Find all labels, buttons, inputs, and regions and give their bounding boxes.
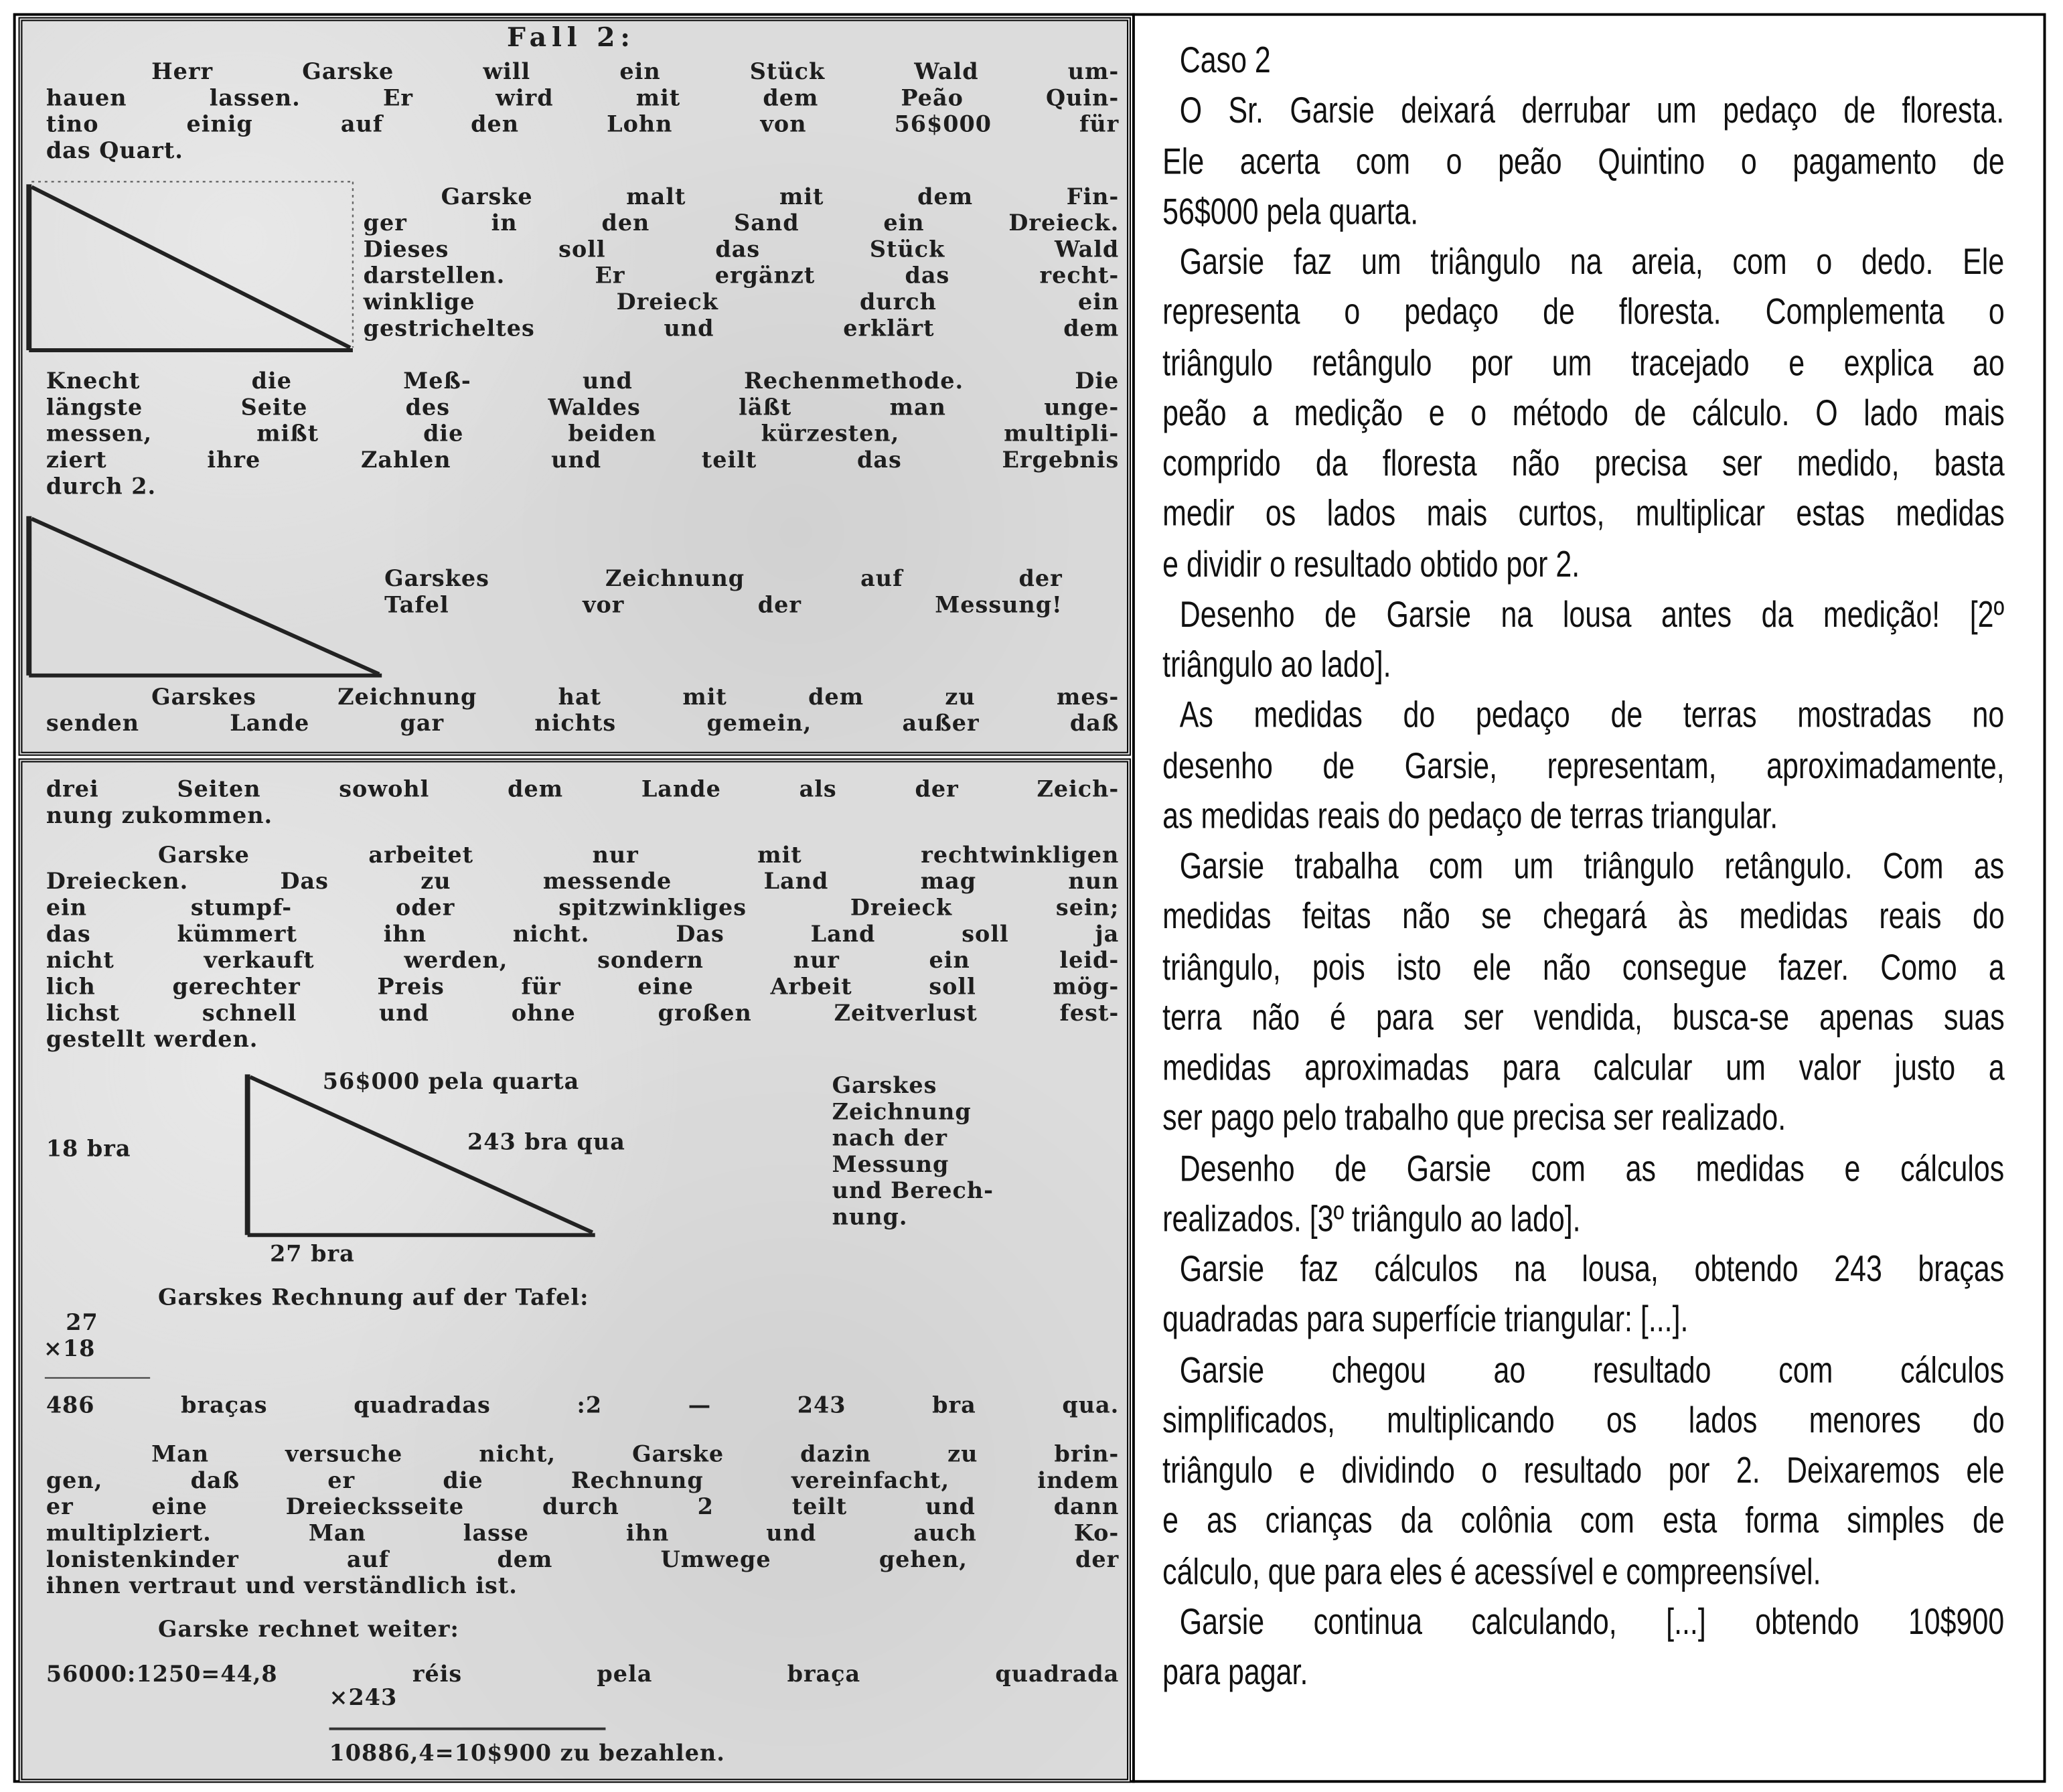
german-text-line: lich gerechter Preis für eine Arbeit soll mög- bbox=[46, 974, 1120, 1001]
figure-caption: nung. bbox=[832, 1205, 908, 1231]
calc-number: ×18 bbox=[43, 1336, 96, 1363]
translation-line: ser pago pelo trabalho que precisa ser realizado. bbox=[1162, 1097, 1786, 1138]
figure-caption: Garskes Zeichnung auf der bbox=[384, 566, 1063, 593]
german-text-line: ger in den Sand ein Dreieck. bbox=[363, 210, 1120, 237]
german-text-line: das Quart. bbox=[46, 138, 183, 165]
translation-line: medidas aproximadas para calcular um valor justo a bbox=[1162, 1047, 2005, 1088]
translation-line: Garsie trabalha com um triângulo retângulo. Com as bbox=[1179, 845, 2005, 887]
german-text-line: Garske malt mit dem Fin- bbox=[441, 184, 1120, 211]
figure-caption: Messung bbox=[832, 1152, 949, 1179]
german-text-line: Garske arbeitet nur mit rechtwinkligen bbox=[157, 842, 1120, 869]
translation-line: medir os lados mais curtos, multiplicar estas medidas bbox=[1162, 492, 2005, 534]
figure-caption: Zeichnung bbox=[832, 1099, 972, 1126]
german-text-line: nung zukommen. bbox=[46, 803, 273, 830]
translation-line: simplificados, multiplicando os lados menores do bbox=[1162, 1399, 2005, 1440]
german-text-line: multiplziert. Man lasse ihn und auch Ko- bbox=[46, 1520, 1120, 1548]
german-text-line: Herr Garske will ein Stück Wald um- bbox=[151, 59, 1120, 86]
translation-line: comprido da floresta não precisa ser medido, basta bbox=[1162, 442, 2005, 483]
german-text-line: nicht verkauft werden, sondern nur ein leid- bbox=[46, 948, 1120, 974]
calc-heading: Garskes Rechnung auf der Tafel: bbox=[157, 1285, 589, 1312]
translation-line: desenho de Garsie, representam, aproximadamente, bbox=[1162, 744, 2005, 786]
side-length-label: 18 bra bbox=[46, 1136, 131, 1163]
translation-line: realizados. [3º triângulo ao lado]. bbox=[1162, 1197, 1581, 1239]
translation-line: triângulo e dividindo o resultado por 2. Deixaremos ele bbox=[1162, 1449, 2005, 1491]
german-text-line: Dreiecken. Das zu messende Land mag nun bbox=[46, 869, 1120, 896]
calc-rule bbox=[45, 1377, 150, 1379]
translation-line: quadradas para superfície triangular: [...]. bbox=[1162, 1298, 1689, 1340]
translation-line: Garsie faz um triângulo na areia, com o dedo. Ele bbox=[1179, 240, 2005, 282]
german-text-line: er eine Dreiecksseite durch 2 teilt und dann bbox=[46, 1494, 1120, 1521]
german-text-line: tino einig auf den Lohn von 56$000 für bbox=[46, 112, 1120, 139]
translation-line: para pagar. bbox=[1162, 1651, 1308, 1692]
german-text-line: ein stumpf- oder spitzwinkliges Dreieck sein; bbox=[46, 895, 1120, 922]
side-length-label: 27 bra bbox=[270, 1242, 355, 1268]
german-text-line: darstellen. Er ergänzt das recht- bbox=[363, 263, 1120, 290]
german-text-line: winklige Dreieck durch ein bbox=[363, 289, 1120, 316]
figure-caption: Garskes bbox=[832, 1073, 937, 1100]
german-text-line: hauen lassen. Er wird mit dem Peão Quin- bbox=[46, 85, 1120, 113]
translation-line: As medidas do pedaço de terras mostradas no bbox=[1179, 694, 2005, 735]
german-text-line: senden Lande gar nichts gemein, außer daß bbox=[46, 711, 1120, 738]
translation-line: Desenho de Garsie com as medidas e cálculos bbox=[1179, 1147, 2005, 1189]
calc-line: ×243 bbox=[329, 1685, 398, 1712]
translation-line: medidas feitas não se chegará às medidas reais do bbox=[1162, 895, 2005, 937]
german-text-line: gestricheltes und erklärt dem bbox=[363, 315, 1120, 343]
translation-line: as medidas reais do pedaço de terras triangular. bbox=[1162, 795, 1778, 836]
translation-line: 56$000 pela quarta. bbox=[1162, 190, 1419, 232]
triangle-before-measurement bbox=[29, 516, 382, 676]
german-text-line: drei Seiten sowohl dem Lande als der Zeich- bbox=[46, 777, 1120, 804]
calc-result: 10886,4=10$900 zu bezahlen. bbox=[329, 1740, 725, 1767]
figure-caption: Tafel vor der Messung! bbox=[384, 592, 1063, 619]
translation-line: terra não é para ser vendida, busca-se apenas suas bbox=[1162, 996, 2005, 1037]
german-text-line: Knecht die Meß- und Rechenmethode. Die bbox=[46, 368, 1120, 395]
translation-line: e dividir o resultado obtido por 2. bbox=[1162, 543, 1580, 585]
german-text-line: ihnen vertraut und verständlich ist. bbox=[46, 1573, 518, 1600]
german-text-line: gen, daß er die Rechnung vereinfacht, indem bbox=[46, 1468, 1120, 1495]
article-title: Fall 2: bbox=[506, 21, 635, 53]
german-text-line: messen, mißt die beiden kürzesten, multipli- bbox=[46, 421, 1120, 448]
german-text-line: Garskes Zeichnung hat mit dem zu mes- bbox=[151, 684, 1120, 711]
triangle-sand bbox=[29, 181, 353, 350]
german-text-line: Dieses soll das Stück Wald bbox=[363, 236, 1120, 264]
german-text-line: gestellt werden. bbox=[46, 1027, 258, 1053]
translation-line: cálculo, que para eles é acessível e compreensível. bbox=[1162, 1550, 1821, 1592]
calc-line: 56000:1250=44,8 réis pela braça quadrada bbox=[46, 1661, 1120, 1688]
calc-number: 27 bbox=[66, 1310, 98, 1337]
translation-line: Garsie continua calculando, [...] obtendo 10$900 bbox=[1179, 1600, 2005, 1642]
translation-line: triângulo, pois isto ele não consegue fazer. Como a bbox=[1162, 946, 2005, 987]
translation-line: Desenho de Garsie na lousa antes da medição! [2º bbox=[1179, 593, 2005, 635]
translation-line: O Sr. Garsie deixará derrubar um pedaço de floresta. bbox=[1179, 90, 2005, 131]
calc-heading: Garske rechnet weiter: bbox=[157, 1617, 459, 1643]
calc-result: 486 braças quadradas :2 — 243 bra qua. bbox=[46, 1393, 1120, 1420]
figure-caption: nach der bbox=[832, 1126, 948, 1152]
german-text-line: ziert ihre Zahlen und teilt das Ergebnis bbox=[46, 447, 1120, 474]
german-text-line: lonistenkinder auf dem Umwege gehen, der bbox=[46, 1547, 1120, 1574]
german-text-line: das kümmert ihn nicht. Das Land soll ja bbox=[46, 921, 1120, 948]
translation-line: Garsie chegou ao resultado com cálculos bbox=[1179, 1349, 2005, 1390]
german-text-line: lichst schnell und ohne großen Zeitverlust fest- bbox=[46, 1000, 1120, 1027]
figure-price-label: 56$000 pela quarta bbox=[322, 1069, 580, 1096]
translation-heading: Caso 2 bbox=[1179, 39, 1271, 80]
german-text-line: längste Seite des Waldes läßt man unge- bbox=[46, 394, 1120, 422]
area-label: 243 bra qua bbox=[467, 1129, 625, 1156]
translation-line: triângulo retângulo por um tracejado e explica ao bbox=[1162, 342, 2005, 383]
german-text-line: durch 2. bbox=[46, 473, 157, 501]
figure-caption: und Berech- bbox=[832, 1178, 994, 1205]
calc-rule bbox=[329, 1728, 606, 1730]
translation-line: peão a medição e o método de cálculo. O lado mais bbox=[1162, 392, 2005, 433]
german-text-line: Man versuche nicht, Garske dazin zu brin- bbox=[151, 1441, 1120, 1469]
translation-line: representa o pedaço de floresta. Complementa o bbox=[1162, 291, 2005, 332]
translation-line: e as crianças da colônia com esta forma simples de bbox=[1162, 1499, 2005, 1541]
translation-line: triângulo ao lado]. bbox=[1162, 644, 1391, 685]
translation-line: Ele acerta com o peão Quintino o pagamento de bbox=[1162, 140, 2005, 181]
translation-line: Garsie faz cálculos na lousa, obtendo 243 braças bbox=[1179, 1248, 2005, 1289]
